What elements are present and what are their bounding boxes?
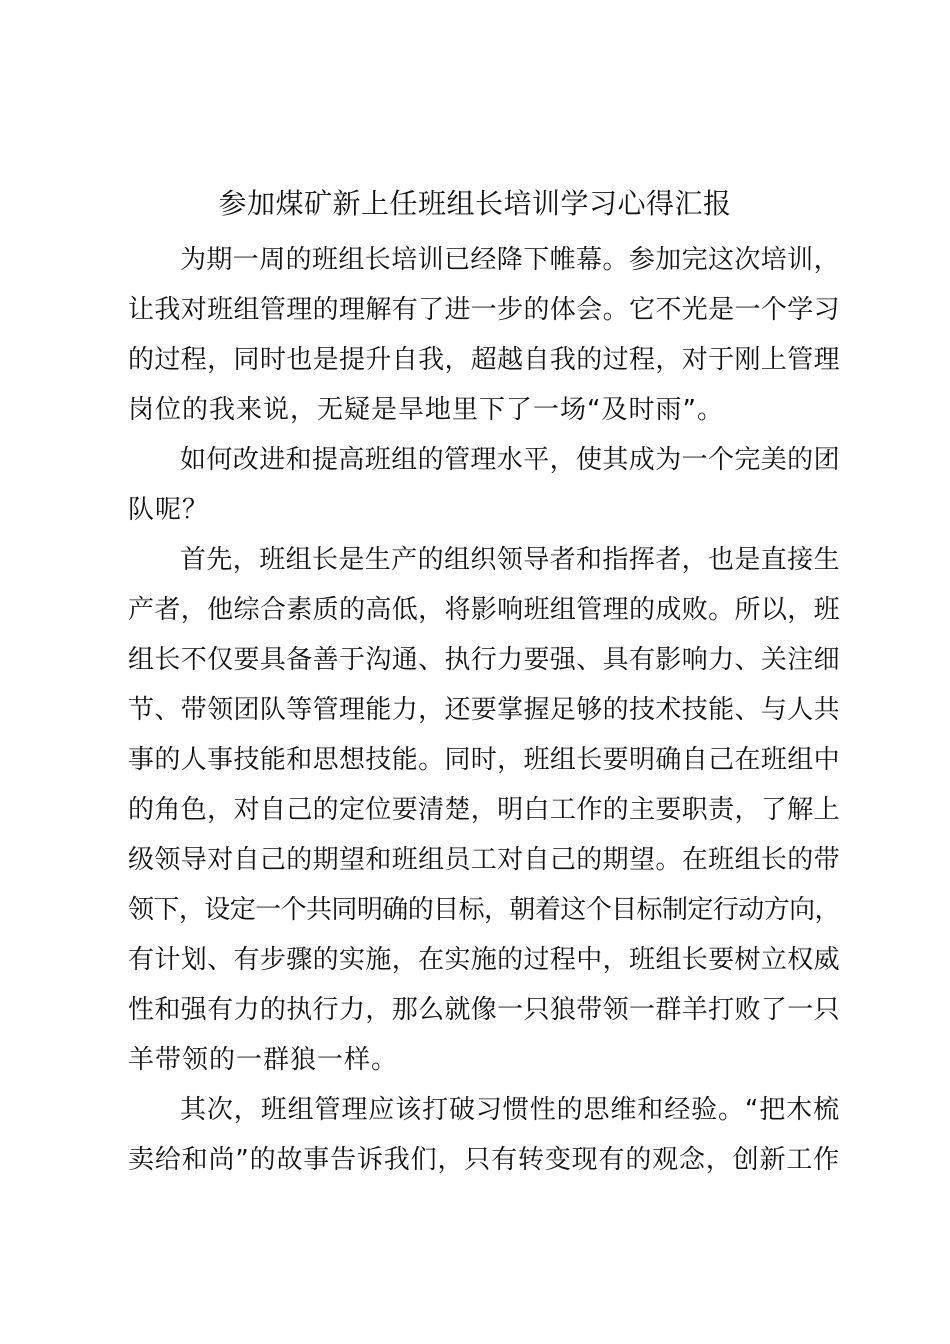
text-line: 其次，班组管理应该打破习惯性的思维和经验。“把木梳	[180, 1095, 840, 1125]
text-line: 事的人事技能和思想技能。同时，班组长要明确自己在班组中	[128, 745, 840, 775]
document-body	[128, 235, 838, 1185]
text-line: 首先，班组长是生产的组织领导者和指挥者，也是直接生	[180, 545, 840, 575]
text-line: 卖给和尚”的故事告诉我们，只有转变现有的观念，创新工作	[128, 1145, 840, 1175]
paragraph-1	[128, 235, 838, 435]
text-line: 的过程，同时也是提升自我，超越自我的过程，对于刚上管理	[128, 345, 840, 375]
text-line: 如何改进和提高班组的管理水平，使其成为一个完美的团	[180, 445, 840, 475]
text-line: 组长不仅要具备善于沟通、执行力要强、具有影响力、关注细	[128, 645, 840, 675]
text-line: 岗位的我来说，无疑是旱地里下了一场“及时雨”。	[128, 395, 724, 425]
document-title: 参加煤矿新上任班组长培训学习心得汇报	[218, 187, 732, 220]
text-line: 节、带领团队等管理能力，还要掌握足够的技术技能、与人共	[128, 695, 840, 725]
text-line: 领下，设定一个共同明确的目标，朝着这个目标制定行动方向，	[128, 895, 840, 925]
paragraph-4	[128, 1085, 838, 1185]
text-line: 产者，他综合素质的高低，将影响班组管理的成败。所以，班	[128, 595, 840, 625]
text-line: 为期一周的班组长培训已经降下帷幕。参加完这次培训，	[180, 245, 840, 275]
paragraph-2	[128, 435, 838, 535]
text-line: 级领导对自己的期望和班组员工对自己的期望。在班组长的带	[128, 845, 840, 875]
text-line: 的角色，对自己的定位要清楚，明白工作的主要职责，了解上	[128, 795, 840, 825]
paragraph-3	[128, 535, 838, 1085]
text-line: 让我对班组管理的理解有了进一步的体会。它不光是一个学习	[128, 295, 840, 325]
text-line: 羊带领的一群狼一样。	[128, 1045, 399, 1075]
text-line: 性和强有力的执行力，那么就像一只狼带领一群羊打败了一只	[128, 995, 840, 1025]
text-line: 有计划、有步骤的实施，在实施的过程中，班组长要树立权威	[128, 945, 840, 975]
text-line: 队呢？	[128, 495, 210, 525]
